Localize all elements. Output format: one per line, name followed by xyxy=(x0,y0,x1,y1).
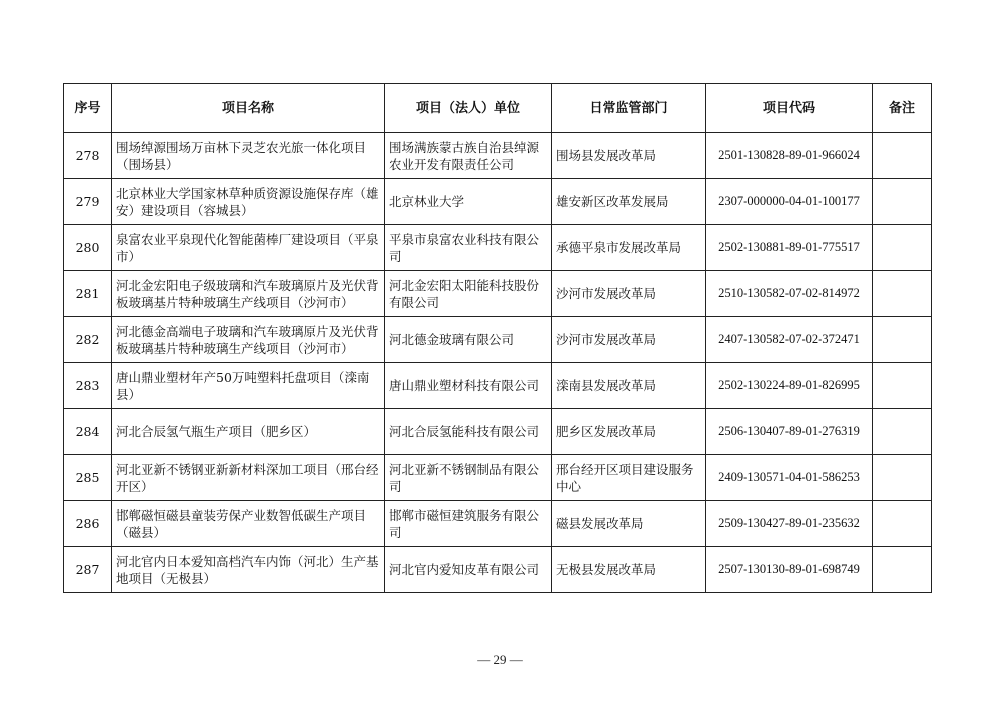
cell-project-name: 河北官内日本爱知高档汽车内饰（河北）生产基地项目（无极县） xyxy=(112,547,385,593)
cell-supervision-dept: 雄安新区改革发展局 xyxy=(552,179,706,225)
cell-project-name: 河北亚新不锈钢亚新新材料深加工项目（邢台经开区） xyxy=(112,455,385,501)
cell-project-name: 河北金宏阳电子级玻璃和汽车玻璃原片及光伏背板玻璃基片特种玻璃生产线项目（沙河市） xyxy=(112,271,385,317)
header-supervision-dept: 日常监管部门 xyxy=(552,84,706,133)
cell-project-code: 2509-130427-89-01-235632 xyxy=(706,501,873,547)
cell-project-unit: 河北德金玻璃有限公司 xyxy=(385,317,552,363)
cell-project-name: 河北德金高端电子玻璃和汽车玻璃原片及光伏背板玻璃基片特种玻璃生产线项目（沙河市） xyxy=(112,317,385,363)
cell-project-code: 2507-130130-89-01-698749 xyxy=(706,547,873,593)
cell-project-code: 2502-130881-89-01-775517 xyxy=(706,225,873,271)
cell-project-name: 围场绰源围场万亩林下灵芝农光旅一体化项目（围场县） xyxy=(112,133,385,179)
header-remarks: 备注 xyxy=(873,84,932,133)
page-number: — 29 — xyxy=(477,652,523,667)
cell-project-unit: 平泉市泉富农业科技有限公司 xyxy=(385,225,552,271)
cell-remarks xyxy=(873,455,932,501)
cell-remarks xyxy=(873,409,932,455)
cell-supervision-dept: 邢台经开区项目建设服务中心 xyxy=(552,455,706,501)
cell-project-code: 2501-130828-89-01-966024 xyxy=(706,133,873,179)
cell-serial-no: 281 xyxy=(64,271,112,317)
cell-serial-no: 283 xyxy=(64,363,112,409)
cell-project-unit: 河北合辰氢能科技有限公司 xyxy=(385,409,552,455)
header-project-code: 项目代码 xyxy=(706,84,873,133)
table-row xyxy=(64,455,932,501)
table-row xyxy=(64,271,932,317)
header-project-unit: 项目（法人）单位 xyxy=(385,84,552,133)
table-row xyxy=(64,317,932,363)
header-project-name: 项目名称 xyxy=(112,84,385,133)
cell-remarks xyxy=(873,271,932,317)
cell-supervision-dept: 磁县发展改革局 xyxy=(552,501,706,547)
cell-serial-no: 279 xyxy=(64,179,112,225)
cell-serial-no: 285 xyxy=(64,455,112,501)
project-table xyxy=(63,83,932,593)
cell-project-unit: 河北官内爱知皮革有限公司 xyxy=(385,547,552,593)
cell-project-unit: 围场满族蒙古族自治县绰源农业开发有限责任公司 xyxy=(385,133,552,179)
table-row xyxy=(64,409,932,455)
cell-supervision-dept: 滦南县发展改革局 xyxy=(552,363,706,409)
table-row xyxy=(64,501,932,547)
table-header-row xyxy=(64,84,932,133)
cell-project-code: 2307-000000-04-01-100177 xyxy=(706,179,873,225)
cell-project-name: 唐山鼎业塑材年产50万吨塑料托盘项目（滦南县） xyxy=(112,363,385,409)
table-row xyxy=(64,179,932,225)
table-row xyxy=(64,547,932,593)
cell-supervision-dept: 沙河市发展改革局 xyxy=(552,317,706,363)
cell-project-unit: 河北金宏阳太阳能科技股份有限公司 xyxy=(385,271,552,317)
cell-supervision-dept: 承德平泉市发展改革局 xyxy=(552,225,706,271)
cell-remarks xyxy=(873,547,932,593)
table-row xyxy=(64,225,932,271)
cell-project-name: 泉富农业平泉现代化智能菌棒厂建设项目（平泉市） xyxy=(112,225,385,271)
cell-project-unit: 河北亚新不锈钢制品有限公司 xyxy=(385,455,552,501)
cell-project-name: 邯郸磁恒磁县童装劳保产业数智低碳生产项目（磁县） xyxy=(112,501,385,547)
cell-supervision-dept: 沙河市发展改革局 xyxy=(552,271,706,317)
cell-remarks xyxy=(873,225,932,271)
table-row xyxy=(64,363,932,409)
cell-serial-no: 280 xyxy=(64,225,112,271)
cell-project-code: 2510-130582-07-02-814972 xyxy=(706,271,873,317)
cell-remarks xyxy=(873,317,932,363)
cell-serial-no: 282 xyxy=(64,317,112,363)
table-row xyxy=(64,133,932,179)
cell-project-code: 2409-130571-04-01-586253 xyxy=(706,455,873,501)
cell-remarks xyxy=(873,363,932,409)
cell-serial-no: 284 xyxy=(64,409,112,455)
cell-remarks xyxy=(873,133,932,179)
cell-supervision-dept: 肥乡区发展改革局 xyxy=(552,409,706,455)
cell-project-name: 北京林业大学国家林草种质资源设施保存库（雄安）建设项目（容城县） xyxy=(112,179,385,225)
cell-project-code: 2506-130407-89-01-276319 xyxy=(706,409,873,455)
header-serial-no: 序号 xyxy=(64,84,112,133)
cell-project-code: 2502-130224-89-01-826995 xyxy=(706,363,873,409)
cell-supervision-dept: 无极县发展改革局 xyxy=(552,547,706,593)
cell-project-unit: 邯郸市磁恒建筑服务有限公司 xyxy=(385,501,552,547)
cell-serial-no: 278 xyxy=(64,133,112,179)
cell-project-unit: 唐山鼎业塑材科技有限公司 xyxy=(385,363,552,409)
cell-project-code: 2407-130582-07-02-372471 xyxy=(706,317,873,363)
cell-serial-no: 287 xyxy=(64,547,112,593)
cell-project-name: 河北合辰氢气瓶生产项目（肥乡区） xyxy=(112,409,385,455)
cell-remarks xyxy=(873,179,932,225)
cell-remarks xyxy=(873,501,932,547)
cell-supervision-dept: 围场县发展改革局 xyxy=(552,133,706,179)
cell-serial-no: 286 xyxy=(64,501,112,547)
cell-project-unit: 北京林业大学 xyxy=(385,179,552,225)
